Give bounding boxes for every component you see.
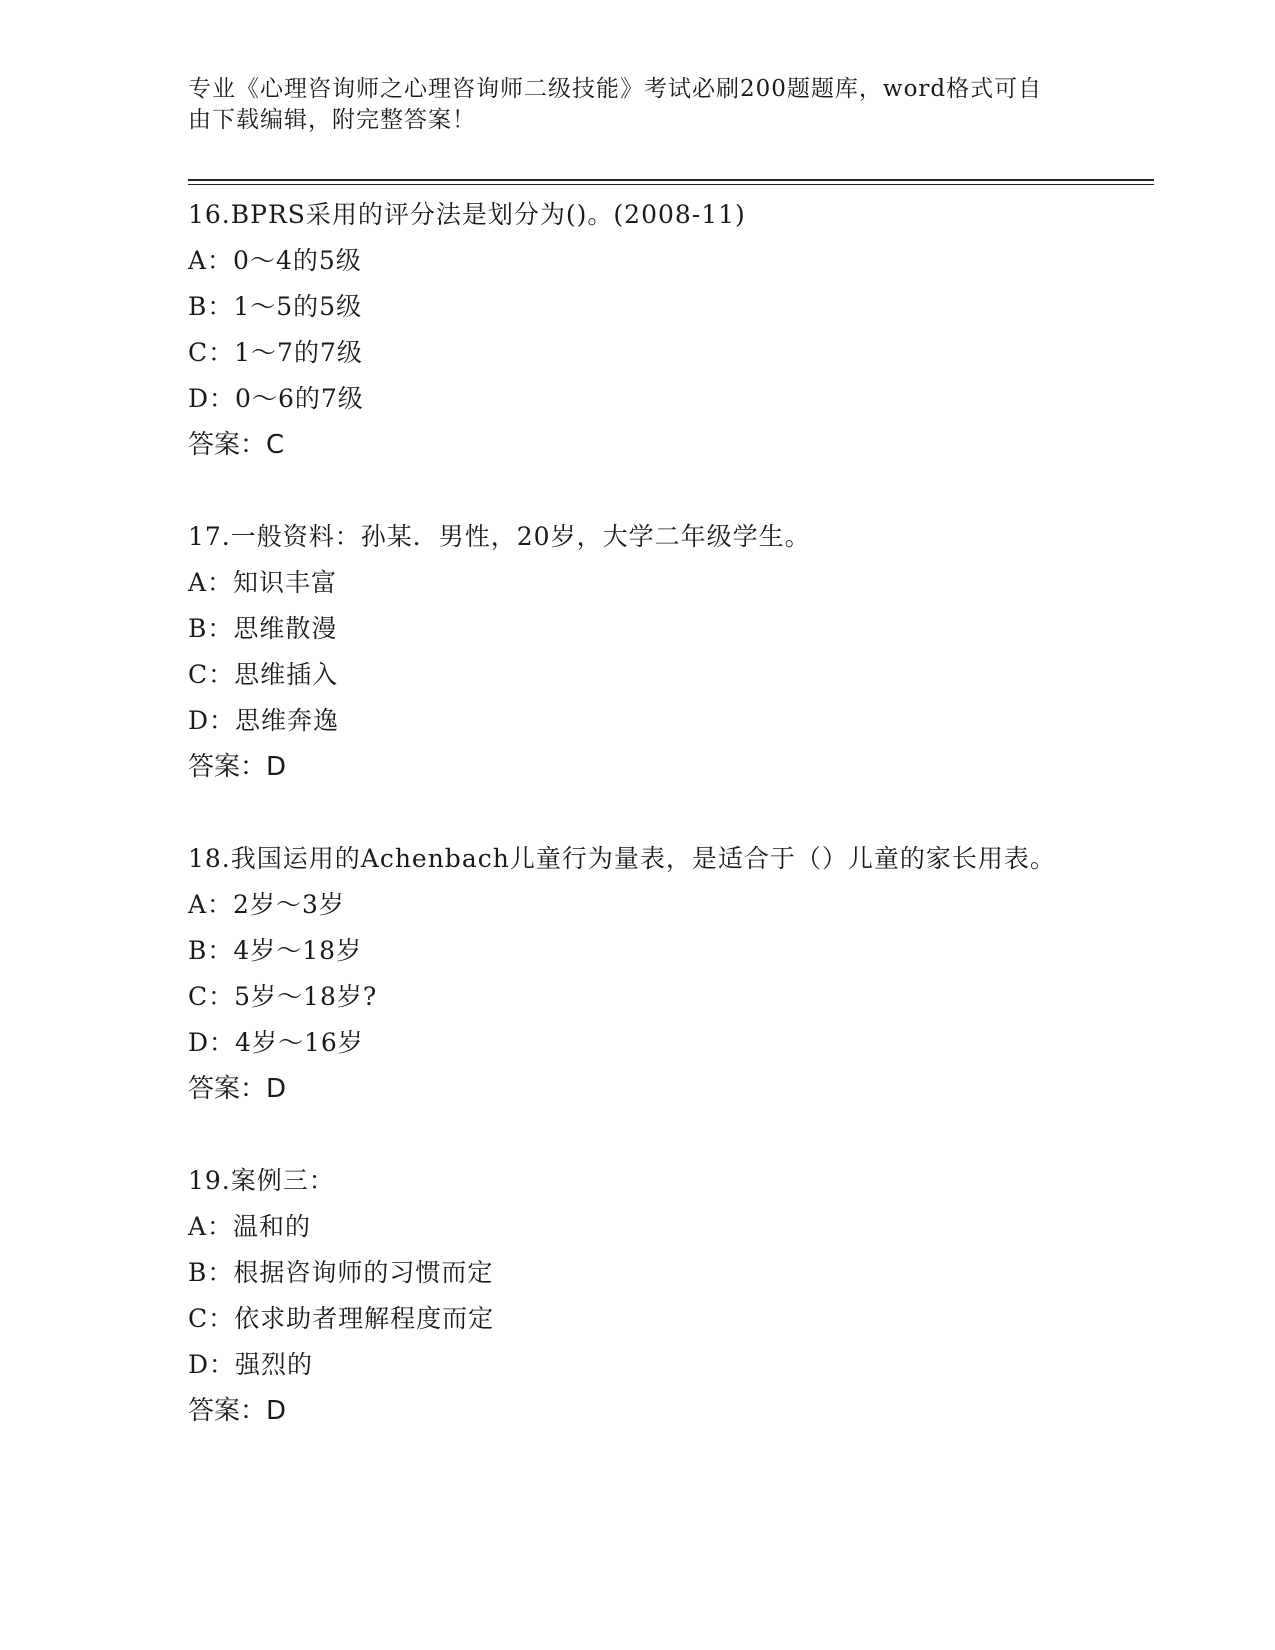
answer-line: 答案：D [188, 1396, 287, 1426]
answer-line: 答案：D [188, 752, 287, 782]
option-b: B：思维散漫 [188, 614, 338, 643]
option-a: A：2岁～3岁 [188, 890, 345, 919]
option-a: A：知识丰富 [188, 568, 338, 597]
document-header [188, 74, 1068, 136]
option-c: C：1～7的7级 [188, 338, 363, 367]
question-stem: 16.BPRS采用的评分法是划分为()。(2008-11) [188, 200, 746, 229]
option-b: B：根据咨询师的习惯而定 [188, 1258, 494, 1287]
question-stem: 19.案例三： [188, 1166, 335, 1195]
question-list [188, 192, 1088, 1480]
header-line-1: 专业《心理咨询师之心理咨询师二级技能》考试必刷200题题库，word格式可自 [188, 76, 1043, 102]
header-divider [188, 179, 1154, 185]
option-d: D：强烈的 [188, 1350, 314, 1379]
question-18 [188, 836, 1088, 1112]
question-stem: 17.一般资料：孙某．男性，20岁，大学二年级学生。 [188, 522, 811, 551]
option-a: A：温和的 [188, 1212, 312, 1241]
option-d: D：0～6的7级 [188, 384, 364, 413]
answer-line: 答案：C [188, 430, 285, 460]
option-b: B：4岁～18岁 [188, 936, 363, 965]
option-a: A：0～4的5级 [188, 246, 362, 275]
question-19 [188, 1158, 1088, 1434]
question-16 [188, 192, 1088, 468]
option-b: B：1～5的5级 [188, 292, 363, 321]
header-line-2: 由下载编辑，附完整答案！ [188, 107, 476, 133]
option-d: D：思维奔逸 [188, 706, 340, 735]
question-17 [188, 514, 1088, 790]
question-stem: 18.我国运用的Achenbach儿童行为量表，是适合于（）儿童的家长用表。 [188, 844, 1056, 873]
option-c: C：5岁～18岁? [188, 982, 378, 1011]
option-c: C：依求助者理解程度而定 [188, 1304, 495, 1333]
option-d: D：4岁～16岁 [188, 1028, 364, 1057]
answer-line: 答案：D [188, 1074, 287, 1104]
option-c: C：思维插入 [188, 660, 339, 689]
